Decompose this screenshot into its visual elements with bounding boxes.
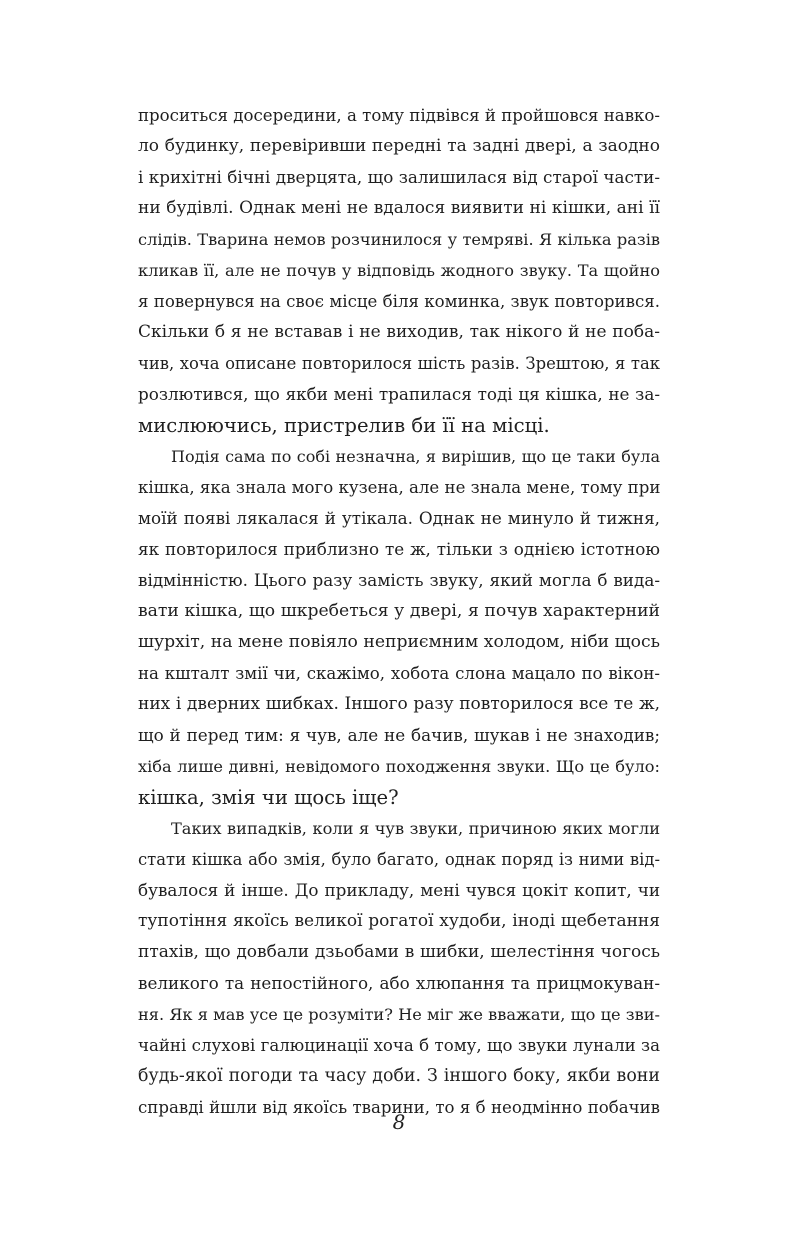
text-line: проситься досередини, а тому підвівся й пройшовся навко- bbox=[138, 106, 661, 125]
text-line: Скільки б я не вставав і не виходив, так нікого й не поба- bbox=[138, 322, 660, 342]
text-line: що й перед тим: я чув, але не бачив, шукав і не знаходив; bbox=[138, 725, 660, 745]
paragraph-2 bbox=[138, 441, 660, 813]
text-line: шурхіт, на мене повіяло неприємним холодом, ніби щось bbox=[138, 632, 660, 652]
text-line: слідів. Тварина немов розчинилося у темряві. Я кілька разів bbox=[138, 230, 660, 249]
text-line: моїй появі лякалася й утікала. Однак не минуло й тижня, bbox=[138, 508, 660, 528]
text-line: справді йшли від якоїсь тварини, то я б неодмінно побачив bbox=[138, 1098, 660, 1117]
text-line: кликав її, але не почув у відповідь жодного звуку. Та щойно bbox=[138, 261, 660, 280]
text-line: ни будівлі. Однак мені не вдалося виявити ні кішки, ані її bbox=[138, 198, 660, 218]
text-line: чив, хоча описане повторилося шість разів. Зрештою, я так bbox=[138, 354, 660, 373]
text-line: великого та непостійного, або хлюпання та прицмокуван- bbox=[138, 973, 660, 993]
text-line: будь-якої погоди та часу доби. З іншого боку, якби вони bbox=[138, 1066, 660, 1086]
text-line: вати кішка, що шкребеться у двері, я почув характерний bbox=[138, 601, 660, 621]
text-line: них і дверних шибках. Іншого разу повторилося все те ж, bbox=[138, 694, 660, 714]
text-line: на кшталт змії чи, скажімо, хобота слона мацало по вікон- bbox=[138, 664, 660, 683]
text-line: Таких випадків, коли я чув звуки, причиною яких могли bbox=[171, 819, 660, 838]
text-line: Подія сама по собі незначна, я вирішив, що це таки була bbox=[171, 447, 660, 466]
text-line: ня. Як я мав усе це розуміти? Не міг же вважати, що це зви- bbox=[138, 1005, 660, 1024]
text-line: бувалося й інше. До прикладу, мені чувся цокіт копит, чи bbox=[138, 880, 660, 900]
text-line: тупотіння якоїсь великої рогатої худоби, іноді щебетання bbox=[138, 911, 660, 931]
page-body bbox=[138, 100, 660, 1123]
paragraph-1 bbox=[138, 100, 660, 441]
text-line: кішка, змія чи щось іще? bbox=[138, 786, 399, 809]
text-line: розлютився, що якби мені трапилася тоді ця кішка, не за- bbox=[138, 384, 660, 404]
text-line: ло будинку, перевіривши передні та задні двері, а заодно bbox=[138, 136, 660, 156]
paragraph-3 bbox=[138, 813, 660, 1123]
text-line: і крихітні бічні дверцята, що залишилася від старої части- bbox=[138, 167, 660, 187]
text-line: птахів, що довбали дзьобами в шибки, шелестіння чогось bbox=[138, 942, 660, 962]
text-line: хіба лише дивні, невідомого походження звуки. Що це було: bbox=[138, 757, 660, 776]
text-line: чайні слухові галюцинації хоча б тому, що звуки лунали за bbox=[138, 1036, 660, 1055]
text-line: стати кішка або змія, було багато, однак поряд із ними від- bbox=[138, 850, 660, 869]
text-line: мислюючись, пристрелив би її на місці. bbox=[138, 414, 550, 437]
page-number: 8 bbox=[392, 1110, 406, 1134]
text-line: як повторилося приблизно те ж, тільки з однією істотною bbox=[138, 539, 660, 559]
text-line: я повернувся на своє місце біля коминка, звук повторився. bbox=[138, 292, 660, 311]
text-line: кішка, яка знала мого кузена, але не знала мене, тому при bbox=[138, 478, 661, 497]
text-line: відмінністю. Цього разу замість звуку, який могла б вида- bbox=[138, 570, 660, 590]
